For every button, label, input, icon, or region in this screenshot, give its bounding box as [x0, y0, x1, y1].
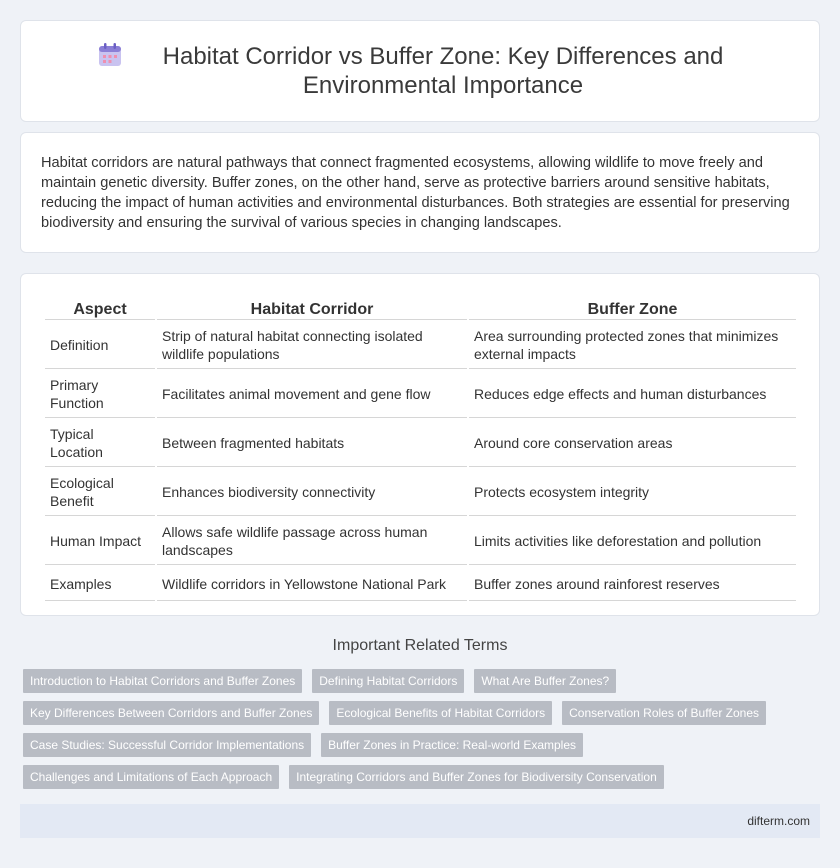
table-row — [45, 322, 796, 369]
table-row — [45, 420, 796, 467]
table-row — [45, 371, 796, 418]
title-card — [20, 20, 820, 122]
cell-buffer-zone: Around core conservation areas — [469, 420, 796, 467]
related-term-link[interactable]: Ecological Benefits of Habitat Corridors — [329, 701, 552, 725]
cell-habitat-corridor: Enhances biodiversity connectivity — [157, 469, 467, 516]
related-term-link[interactable]: Key Differences Between Corridors and Buffer Zones — [23, 701, 319, 725]
related-term-link[interactable]: Challenges and Limitations of Each Approach — [23, 765, 279, 789]
table-row — [45, 567, 796, 601]
cell-aspect: Human Impact — [45, 518, 155, 565]
related-term-link[interactable]: Integrating Corridors and Buffer Zones for Biodiversity Conservation — [289, 765, 664, 789]
cell-buffer-zone: Protects ecosystem integrity — [469, 469, 796, 516]
table-row — [45, 469, 796, 516]
header-habitat-corridor: Habitat Corridor — [157, 298, 467, 320]
cell-buffer-zone: Limits activities like deforestation and pollution — [469, 518, 796, 565]
related-terms-heading: Important Related Terms — [332, 637, 508, 654]
table-row — [45, 518, 796, 565]
table-header-row — [45, 298, 796, 320]
related-term-link[interactable]: Introduction to Habitat Corridors and Buffer Zones — [23, 669, 302, 693]
cell-aspect: Typical Location — [45, 420, 155, 467]
related-term-link[interactable]: What Are Buffer Zones? — [474, 669, 616, 693]
related-terms-list — [20, 669, 820, 797]
header-aspect: Aspect — [45, 298, 155, 320]
cell-habitat-corridor: Between fragmented habitats — [157, 420, 467, 467]
tag-row — [20, 765, 820, 789]
comparison-table — [43, 296, 798, 603]
page-title: Habitat Corridor vs Buffer Zone: Key Differences and Environmental Importance — [162, 43, 724, 99]
cell-buffer-zone: Reduces edge effects and human disturbances — [469, 371, 796, 418]
intro-paragraph: Habitat corridors are natural pathways that connect fragmented ecosystems, allowing wildlife to move freely and maintain genetic diversity. Buffer zones, on the other hand, serve as protective barriers around sensitive habitats, reducing the impact of human activities and environmental disturbances. Both strategies are essential for preserving biodiversity and ensuring the survival of various species in changing landscapes. — [41, 155, 790, 231]
cell-aspect: Definition — [45, 322, 155, 369]
footer — [20, 804, 820, 838]
comparison-table-card — [20, 273, 820, 616]
cell-buffer-zone: Area surrounding protected zones that minimizes external impacts — [469, 322, 796, 369]
cell-habitat-corridor: Facilitates animal movement and gene flow — [157, 371, 467, 418]
related-term-link[interactable]: Conservation Roles of Buffer Zones — [562, 701, 766, 725]
related-term-link[interactable]: Case Studies: Successful Corridor Implementations — [23, 733, 311, 757]
cell-habitat-corridor: Strip of natural habitat connecting isolated wildlife populations — [157, 322, 467, 369]
tag-row — [20, 733, 820, 757]
cell-aspect: Primary Function — [45, 371, 155, 418]
related-term-link[interactable]: Defining Habitat Corridors — [312, 669, 464, 693]
tag-row — [20, 701, 820, 725]
cell-aspect: Ecological Benefit — [45, 469, 155, 516]
header-buffer-zone: Buffer Zone — [469, 298, 796, 320]
cell-aspect: Examples — [45, 567, 155, 601]
cell-buffer-zone: Buffer zones around rainforest reserves — [469, 567, 796, 601]
intro-card — [20, 132, 820, 253]
tag-row — [20, 669, 820, 693]
related-term-link[interactable]: Buffer Zones in Practice: Real-world Examples — [321, 733, 583, 757]
calendar-icon — [97, 42, 123, 73]
footer-site-link[interactable]: difterm.com — [747, 814, 810, 828]
cell-habitat-corridor: Wildlife corridors in Yellowstone National Park — [157, 567, 467, 601]
cell-habitat-corridor: Allows safe wildlife passage across human landscapes — [157, 518, 467, 565]
